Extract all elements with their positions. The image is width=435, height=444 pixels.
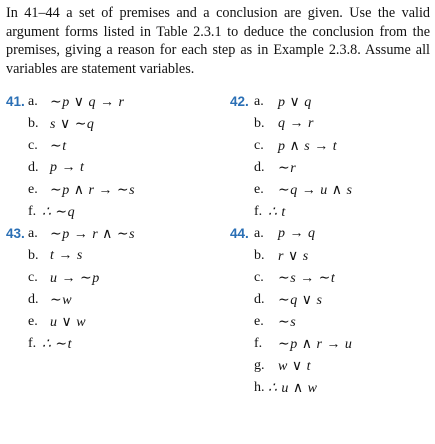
premise-row — [6, 226, 206, 246]
item-label: d. — [254, 292, 265, 307]
item-expression: ∼t — [50, 139, 67, 154]
instructions-paragraph: In 41–44 a set of premises and a conclusion are given. Use the valid argument forms listed in Table 2.3.1 to deduce the conclusion from the premises, giving a reason for each step as in Example 2.3.8. Assume all variables are statement variables. — [6, 5, 430, 77]
item-label: c. — [28, 270, 38, 285]
premise-row — [212, 94, 430, 114]
exercise-41 — [6, 94, 206, 224]
item-expression: ∴ ∼t — [42, 337, 73, 352]
premise-row — [6, 270, 206, 290]
exercise-number: 42. — [230, 94, 249, 109]
item-label: f. — [254, 204, 263, 219]
item-expression: ∼s → ∼t — [278, 271, 336, 286]
conclusion-row — [6, 336, 206, 356]
exercise-42 — [212, 94, 430, 224]
item-expression: ∼p ∧ r → u — [278, 337, 353, 352]
item-expression: p → t — [50, 160, 85, 175]
premise-row — [212, 336, 430, 356]
item-label: b. — [28, 116, 39, 131]
premise-row — [212, 182, 430, 202]
premise-row — [212, 248, 430, 268]
item-expression: r ∨ s — [278, 249, 309, 264]
item-expression: p ∨ q — [278, 95, 312, 110]
item-label: f. — [28, 204, 37, 219]
item-label: d. — [28, 292, 39, 307]
item-expression: ∼r — [278, 161, 297, 176]
conclusion-row — [212, 204, 430, 224]
premise-row — [6, 138, 206, 158]
item-label: e. — [254, 314, 264, 329]
premise-row — [212, 292, 430, 312]
premise-row — [212, 116, 430, 136]
item-expression: ∼p → r ∧ ∼s — [50, 227, 136, 242]
item-label: e. — [254, 182, 264, 197]
item-label: f. — [254, 336, 263, 351]
item-expression: u → ∼p — [50, 271, 100, 286]
item-expression: q → r — [278, 116, 314, 131]
item-expression: ∴ ∼q — [42, 205, 76, 220]
exercise-number: 41. — [6, 94, 25, 109]
item-expression: ∴ t — [268, 205, 286, 220]
premise-row — [6, 116, 206, 136]
item-expression: ∼q → u ∧ s — [278, 183, 353, 198]
premise-row — [6, 314, 206, 334]
item-label: h. — [254, 380, 265, 395]
premise-row — [6, 182, 206, 202]
item-label: a. — [28, 226, 38, 241]
exercise-43 — [6, 226, 206, 356]
item-label: a. — [28, 94, 38, 109]
item-label: f. — [28, 336, 37, 351]
item-expression: ∼q ∨ s — [278, 293, 323, 308]
item-expression: s ∨ ∼q — [50, 117, 95, 132]
item-expression: ∼p ∨ q → r — [50, 95, 125, 110]
item-label: c. — [28, 138, 38, 153]
item-label: d. — [28, 160, 39, 175]
item-label: b. — [28, 248, 39, 263]
item-label: d. — [254, 160, 265, 175]
premise-row — [212, 314, 430, 334]
item-expression: ∼s — [278, 315, 297, 330]
item-expression: ∴ u ∧ w — [268, 381, 318, 396]
item-expression: t → s — [50, 248, 83, 263]
item-expression: u ∨ w — [50, 315, 87, 330]
item-label: g. — [254, 358, 265, 373]
item-label: a. — [254, 226, 264, 241]
item-expression: p → q — [278, 226, 316, 241]
item-label: a. — [254, 94, 264, 109]
item-expression: ∼p ∧ r → ∼s — [50, 183, 136, 198]
item-label: c. — [254, 138, 264, 153]
item-label: b. — [254, 116, 265, 131]
conclusion-row — [6, 204, 206, 224]
item-label: e. — [28, 182, 38, 197]
premise-row — [6, 292, 206, 312]
premise-row — [212, 138, 430, 158]
premise-row — [6, 160, 206, 180]
item-label: c. — [254, 270, 264, 285]
premise-row — [212, 270, 430, 290]
premise-row — [212, 160, 430, 180]
premise-row — [212, 226, 430, 246]
exercise-number: 43. — [6, 226, 25, 241]
item-label: e. — [28, 314, 38, 329]
conclusion-row — [212, 380, 430, 400]
premise-row — [6, 248, 206, 268]
item-expression: ∼w — [50, 293, 73, 308]
premise-row — [212, 358, 430, 378]
item-expression: p ∧ s → t — [278, 139, 338, 154]
premise-row — [6, 94, 206, 114]
item-expression: w ∨ t — [278, 359, 311, 374]
exercise-44 — [212, 226, 430, 402]
exercise-number: 44. — [230, 226, 249, 241]
item-label: b. — [254, 248, 265, 263]
